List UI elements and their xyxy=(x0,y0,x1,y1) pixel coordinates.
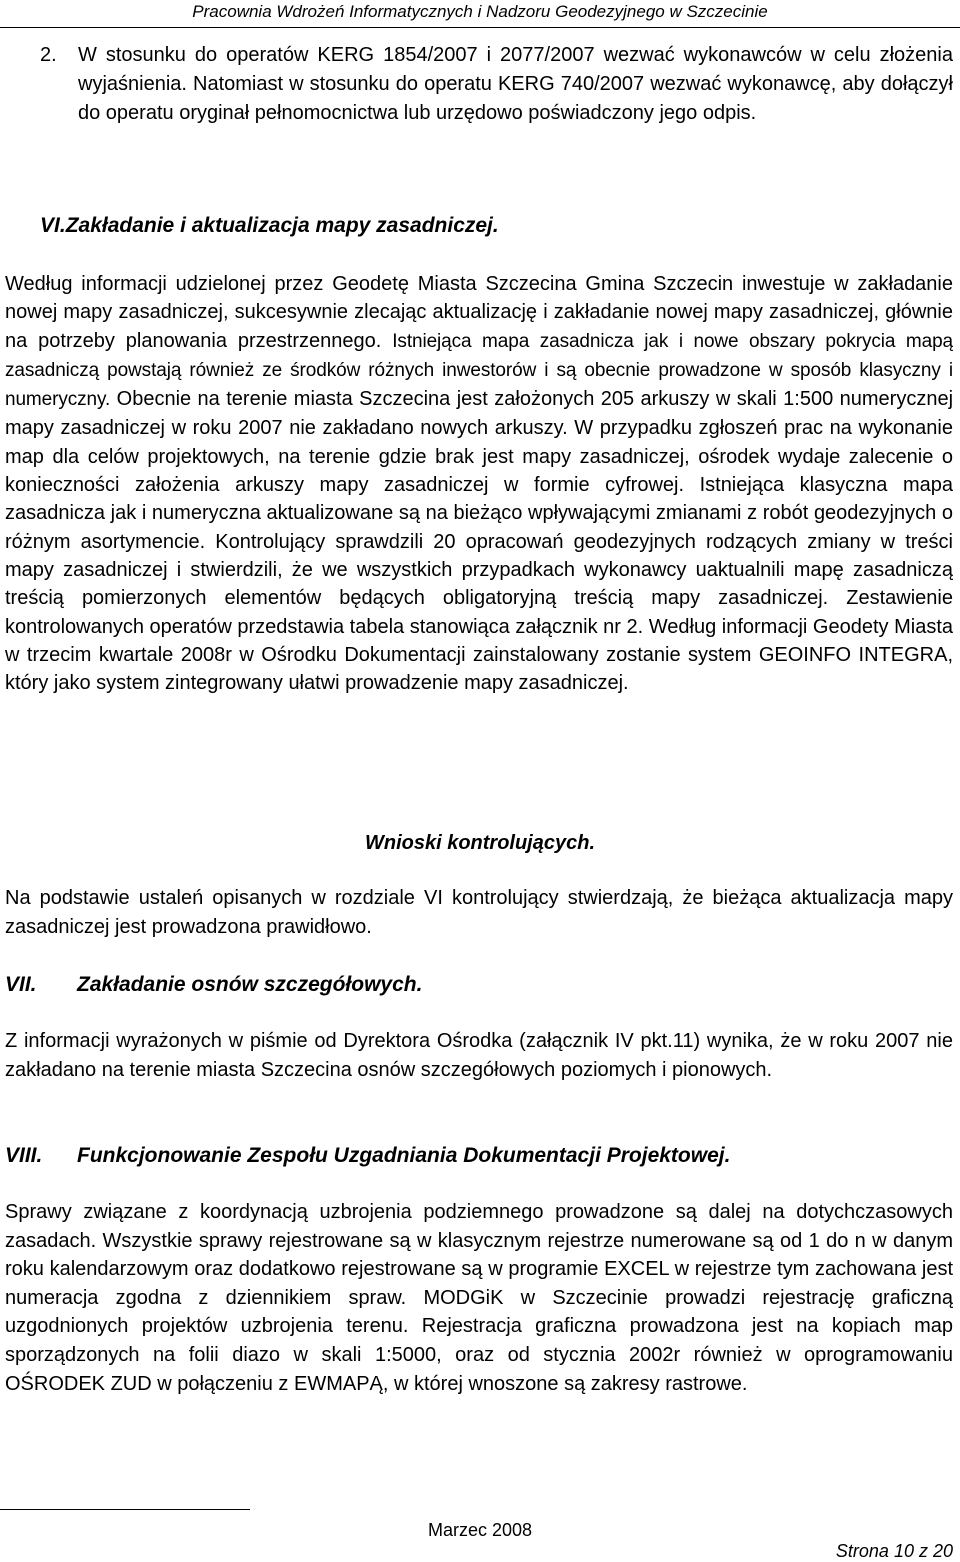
page-number: Strona 10 z 20 xyxy=(835,1541,953,1561)
section-7-heading xyxy=(5,970,422,999)
header-divider xyxy=(0,27,960,28)
section-6-body-part1: Według informacji udzielonej przez Geodetę Miasta Szczecina Gmina Szczecin inwestuje w zakładanie nowej mapy zasadniczej, sukcesywnie zlecając aktualizację i zakładanie nowej mapy zasadniczej, głównie na potrzeby planowania przestrzennego. xyxy=(5,273,953,352)
section-8-title: Funkcjonowanie Zespołu Uzgadniania Dokumentacji Projektowej. xyxy=(77,1144,731,1167)
section-7-text: Z informacji wyrażonych w piśmie od Dyrektora Ośrodka (załącznik IV pkt.11) wynika, że w roku 2007 nie zakładano na terenie miasta Szczecina osnów szczegółowych poziomych i pionowych. xyxy=(5,1030,953,1081)
section-6-body-part2: Istniejąca mapa zasadnicza jak i nowe obszary pokrycia mapą zasadniczą powstają również ze środków różnych inwestorów i są obecnie prowadzone w sposób klasyczny i numeryczny. xyxy=(5,330,954,411)
footer-divider xyxy=(0,1509,250,1510)
section-8-text: Sprawy związane z koordynacją uzbrojenia podziemnego prowadzone są dalej na dotychczasowych zasadach. Wszystkie sprawy rejestrowane są w klasycznym rejestrze numerowane są od 1 do n w danym roku kalendarzowym oraz dodatkowo rejestrowane są w programie EXCEL w rejestrze tym zachowana jest numeracja zgodna z dziennikiem spraw. MODGiK w Szczecinie prowadzi rejestrację graficzną uzgodnionych projektów uzbrojenia terenu. Rejestracja graficzna prowadzona jest na kopiach map sporządzonych na folii diazo w skali 1:5000, oraz od stycznia 2002r również w oprogramowaniu OŚRODEK ZUD w połączeniu z EWMAPĄ, w której wnoszone są zakresy rastrowe. xyxy=(5,1201,953,1395)
conclusions-text: Na podstawie ustaleń opisanych w rozdziale VI kontrolujący stwierdzają, że bieżąca aktualizacja mapy zasadniczej jest prowadzona prawidłowo. xyxy=(5,887,953,938)
section-7-title: Zakładanie osnów szczegółowych. xyxy=(77,973,423,996)
page-header xyxy=(0,0,960,23)
list-item-text: W stosunku do operatów KERG 1854/2007 i 2077/2007 wezwać wykonawców w celu złożenia wyjaśnienia. Natomiast w stosunku do operatu KERG 740/2007 wezwać wykonawcę, aby dołączył do operatu oryginał pełnomocnictwa lub urzędowo poświadczony jego odpis. xyxy=(78,44,953,124)
section-6-heading xyxy=(40,211,499,240)
header-title: Pracownia Wdrożeń Informatycznych i Nadzoru Geodezyjnego w Szczecinie xyxy=(192,2,768,21)
section-6-body xyxy=(5,270,953,697)
section-6-body-part3: Obecnie na terenie miasta Szczecina jest założonych 205 arkuszy w skali 1:500 numerycznej mapy zasadniczej w roku 2007 nie zakładano nowych arkuszy. W przypadku zgłoszeń prac na wykonanie map dla celów projektowych, na terenie gdzie brak jest mapy zasadniczej, ośrodek wydaje zalecenie o konieczności założenia arkuszy mapy zasadniczej w formie cyfrowej. Istniejąca klasyczna mapa zasadnicza jak i numeryczna aktualizowane są na bieżąco wpływającymi zmianami z robót geodezyjnych o różnym asortymencie. Kontrolujący sprawdzili 20 opracowań geodezyjnych rodzących zmiany w treści mapy zasadniczej i stwierdzili, że we wszystkich przypadkach wykonawcy uaktualnili mapę zasadniczą treścią pomierzonych elementów będących obligatoryjną treścią mapy zasadniczej. Zestawienie kontrolowanych operatów przedstawia tabela stanowiąca załącznik nr 2. Według informacji Geodety Miasta w trzecim kwartale 2008r w Ośrodku Dokumentacji zainstalowany zostanie system GEOINFO INTEGRA, który jako system zintegrowany ułatwi prowadzenie mapy zasadniczej. xyxy=(5,388,954,695)
section-6-number: VI. xyxy=(40,214,66,237)
section-7-number: VII. xyxy=(5,973,37,996)
list-item-number: 2. xyxy=(40,44,57,66)
footer-date: Marzec 2008 xyxy=(427,1520,533,1540)
list-item-2 xyxy=(40,41,953,128)
conclusions-title-text: Wnioski kontrolujących. xyxy=(364,832,596,854)
section-6-title: Zakładanie i aktualizacja mapy zasadniczej. xyxy=(65,214,499,237)
conclusions-title xyxy=(0,829,960,857)
section-8-heading xyxy=(5,1141,730,1170)
section-8-number: VIII. xyxy=(5,1144,43,1167)
